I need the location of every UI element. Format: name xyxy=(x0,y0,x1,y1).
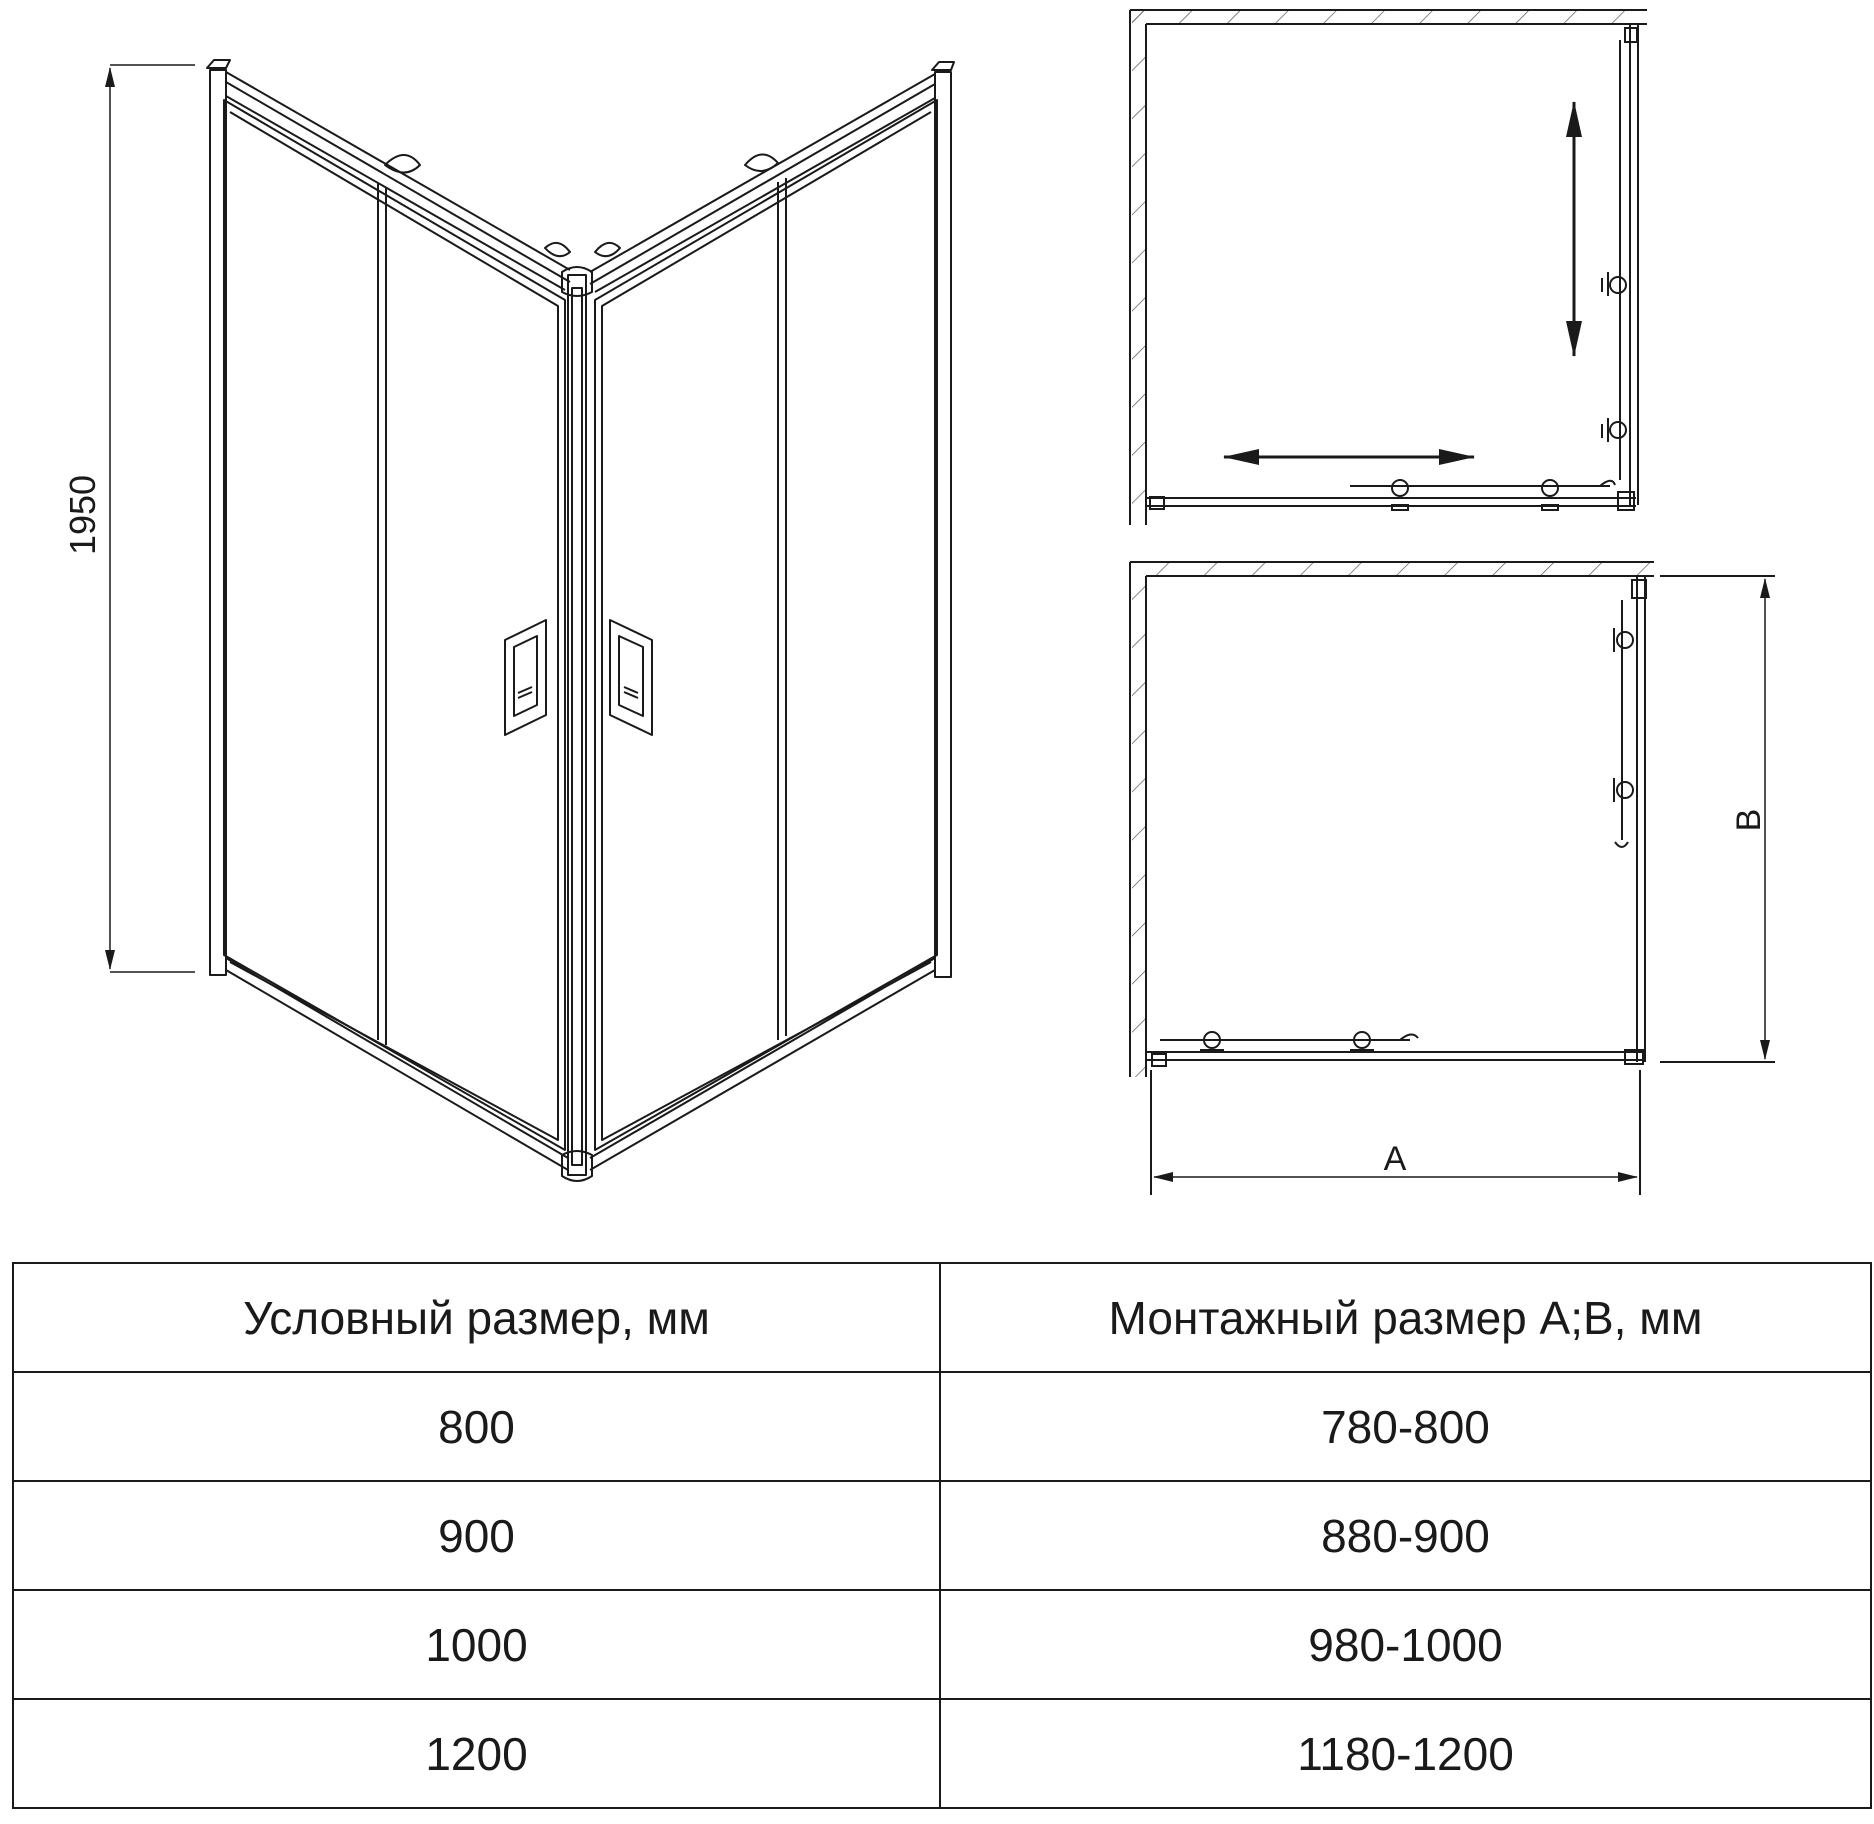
mounting-size-cell: 880-900 xyxy=(940,1481,1871,1590)
handle-right-icon xyxy=(610,620,652,735)
nominal-size-cell: 900 xyxy=(13,1481,940,1590)
roller-r-1 xyxy=(1614,628,1633,652)
header-mounting-size: Монтажный размер A;B, мм xyxy=(940,1263,1871,1372)
size-table xyxy=(12,1262,1872,1809)
top-roller-right xyxy=(745,154,778,171)
dimension-a-label: A xyxy=(1383,1140,1407,1178)
center-corner-post xyxy=(568,275,586,1175)
roller-right-2 xyxy=(1602,418,1626,442)
nominal-size-cell: 800 xyxy=(13,1372,940,1481)
top-roller-left xyxy=(385,155,420,173)
nominal-size-cell: 1200 xyxy=(13,1699,940,1808)
nominal-size-cell: 1000 xyxy=(13,1590,940,1699)
plan-view-sliding xyxy=(1130,10,1647,525)
table-row xyxy=(13,1481,1871,1590)
table-row xyxy=(13,1590,1871,1699)
roller-right-1 xyxy=(1602,272,1626,296)
table-header-row xyxy=(13,1263,1871,1372)
mounting-size-cell: 780-800 xyxy=(940,1372,1871,1481)
header-nominal-size: Условный размер, мм xyxy=(13,1263,940,1372)
roller-r-2 xyxy=(1614,778,1633,802)
plan-view-dimensions xyxy=(1130,562,1775,1195)
height-dimension xyxy=(62,65,195,972)
table-row xyxy=(13,1372,1871,1481)
dimension-b-label: B xyxy=(1730,808,1768,832)
mounting-size-cell: 980-1000 xyxy=(940,1590,1871,1699)
top-roller-center-right xyxy=(595,243,620,256)
shower-enclosure-perspective xyxy=(207,60,954,1181)
handle-left-icon xyxy=(505,620,546,735)
top-roller-center-left xyxy=(545,243,570,256)
table-row xyxy=(13,1699,1871,1808)
roller-bottom-1 xyxy=(1388,480,1412,510)
roller-bottom-2 xyxy=(1538,480,1562,510)
height-label: 1950 xyxy=(62,474,103,556)
mounting-size-cell: 1180-1200 xyxy=(940,1699,1871,1808)
